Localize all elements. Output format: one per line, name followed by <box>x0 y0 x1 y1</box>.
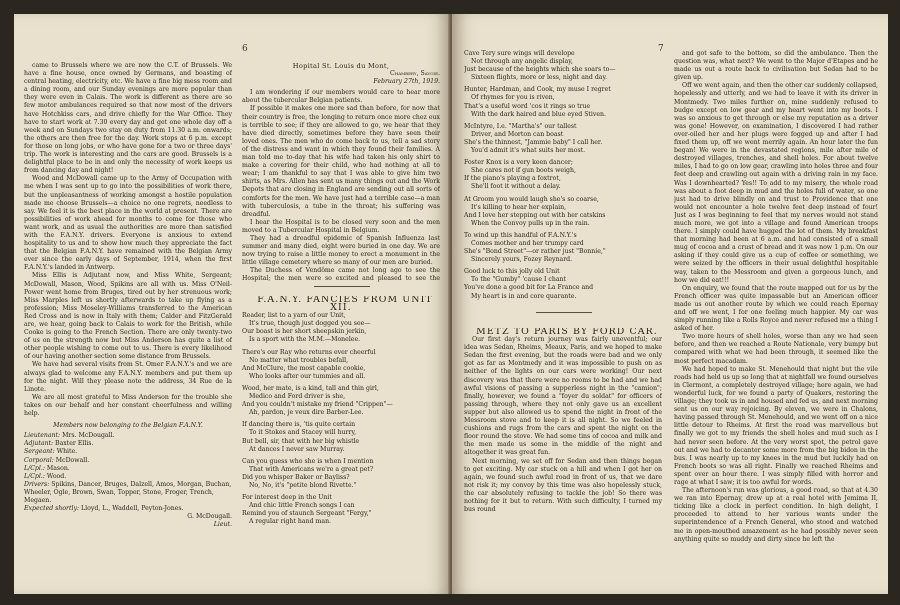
poem-line: No matter what troubles befall, <box>249 356 349 364</box>
left-column-2-letter <box>242 62 440 284</box>
poem-line: Reader, list to a yarn of our Unit, <box>242 312 346 320</box>
article-paragraphs <box>464 336 662 514</box>
roster-names: Baxter Ellis. <box>55 440 94 448</box>
paragraph: The Duchess of Vendôme came not long ago to see the Hospital; the men were so excited and pleased to see the <box>242 267 440 283</box>
section-divider <box>314 286 370 287</box>
poem-line: Can you guess who she is when I mention <box>242 457 374 465</box>
roster-row <box>24 465 232 473</box>
stanza <box>242 312 440 344</box>
roster-list <box>24 432 232 513</box>
paragraph: Next morning, we set off for Sedan and then things began to get exciting. My car stuck on a hill and when I got her on again, we found such awful road in front of us, that we dare not risk it; my convoy by this time was also hopelessly stuck, the car absolutely refusing to tackle the job! So there was nothing for it but to return. With such difficulty, I turned my bus round <box>464 457 662 514</box>
paragraph: Our first day's return journey was fairly uneventful; our idea was Sedan, Rheims, Meaux, Paris, and we hoped to make Sedan the first evening, but the roads were bad and we only got as far as Montmedy and it was impossible to push on as neither of the lights on our cars were working! Our next discovery was that there were no rooms to be had and we had awful visions of passing a supperless night in the "camion"; finally, however, we found a "foyer du soldat" for officers of passing through, where they not only gave us an excellent supper but also allowed us to spend the night in front of the Messroom stove and to keep it is all night. So we feeled in cushions and rugs from the cars and spent the night on the floor round the stove. We had some tins of cocoa and milk and the men made us some in the middle of the night and altogether it was great fun. <box>464 336 662 457</box>
right-column-1-poem <box>464 50 662 302</box>
paragraph: Miss Ellis is Adjutant now, and Miss White, Sergeant; McDowall, Mason, Wood, Spikins are all with us. Miss O'Neil-Power went home from Bruges, tired out by her strenuous work; Miss Marples left us shortly afterwards to take up flying as a profession; Miss Moseley-Williams transferred to the American Red Cross and is now in Italy with them; Calder and FitzGerald are, we hear, going back to Calais to work for the British, while Cooke is going to the French Section. There are only twenty-two of us on the strength now but Miss Anderson has quite a list of other people wishing to come out to us. There is every likelihood of our having another section some distance from Brussels. <box>24 272 232 361</box>
poem-line: Sincerely yours, Fozey Reynard. <box>471 256 573 264</box>
letter-header-title: Hopital St. Louis du Mont, <box>292 62 390 70</box>
poem-line: Did you whisper Baker or Bayliss? <box>242 473 350 481</box>
roster-title: Members now belonging to the Belgian F.A.N.Y. <box>53 422 203 430</box>
page-number-left: 6 <box>242 44 248 54</box>
poem-line: To wind up this handful of F.A.N.Y.'s <box>464 231 577 239</box>
stanza <box>242 458 440 490</box>
stanza <box>242 385 440 417</box>
letter-header-place: Chambery, Savoie. <box>389 70 440 78</box>
poem-line: Cave Tery sure wings will develope <box>464 50 575 57</box>
paragraph: We had hoped to make St. Menehould that night but the vile roads had held us up so long that at nightfall we found ourselves in Clermont, a completely destroyed village; here again, we had wonderful luck, for we found a party of Quakers, restoring the village; they took us in and housed and fed us, and next morning sent us on our way rejoicing. By eleven, we were in Chalons, having passed through St. Menehould, and we went off on a nice little detour to Rheims. At first the road was marvellous but finally we got to my friends the shell holes and mud such as I had never seen before. At the very worst spot, the petrol gave out and we had to decanter some more from the big bidon in the bus. I was nearly up to my knees in the mud but luckily had on French boots so was all right. Finally we reached Rheims and spent over an hour there. I was simply filled with horror and rage at what I saw; it is too awful for words. <box>674 365 878 486</box>
poem-line: To the "Gumby" 'cause I chant <box>471 276 567 284</box>
poem-line: If dancing there is, 'tis quite certain <box>242 421 356 429</box>
stanza <box>242 349 440 381</box>
roster-names: Lloyd, L., Waddell, Peyton-Jones. <box>81 505 184 513</box>
left-page <box>14 14 450 594</box>
poem-line: Ah, pardon, je veux dire Barber-Lee. <box>249 409 364 417</box>
poem-line: Sixteen flights, more or less, night and day. <box>471 74 608 82</box>
poem-line: Of rhymes for you is riven, <box>471 94 555 102</box>
poem-line: Driver, and Morton can boast <box>471 130 564 138</box>
poem-line: Our boast is her short sheepskin jerkin, <box>242 328 367 336</box>
poem-line: She cares not if gun boots weigh, <box>471 167 576 175</box>
roster-role: L/Cpl.: <box>24 464 47 472</box>
article-title: METZ TO PARIS BY FORD CAR. <box>476 328 658 337</box>
paragraph: came to Brussels where we are now the C.T. of Brussels. We have a fine house, once owned by Germans, and boasting of central heating, electricity, etc. We have a fine big mess room and a dining room, and our Sunday evenings are more popular than they were even in Calais. The work is different as there are so few motor ambulances required so that now most of the drivers have Hotchkiss cars, and drive chiefly for the War Office. They have to start work at 7.30 every day and get one whole day off a week and on Sundays two stay on duty from 11.30 a.m. onwards; the others are then free for the day. Work stops at 6 p.m. except for those on long jobs, or who have gone for a two or three days' trip. The work is interesting and the cars are good. Brussels is a delightful place to be in and only the necessity of work keeps us from dancing day and night! <box>24 62 232 175</box>
roster-names: White. <box>56 448 78 456</box>
poem-line: Remind you of staunch Sergeant "Fergy," <box>242 510 372 518</box>
right-page <box>452 14 888 594</box>
poem-line: There's our Ray who returns ever cheerful <box>242 348 376 356</box>
poem-stanzas <box>242 312 440 526</box>
poem-line: If the piano's playing a foxtrot, <box>464 175 561 183</box>
roster-role: Sergeant: <box>24 448 57 456</box>
roster-signature: G. McDougall. <box>187 513 232 521</box>
poem-line: It's true, though just dogged you see— <box>249 320 371 328</box>
paragraph: If possible it makes one more sad than before, for now that their country is free, the longing to return once more chez eux is terrible to see; if they are allowed to go, we hear that they have died directly, sometimes before they have seen their loved ones. The men who do come back to us, tell a sad story of the distress and want in which they found their families. A man told me to-day that his wife had taken his only shirt to make a covering for their child, who had nothing at all to wear; I am thankful to say that I was able to give him two shirts, as Mrs. Allen has sent us many things out and the Work Depots that are closing in England are sending out all sorts of comforts for the men. We have just had a terrible case—a man with tuberculosis, a tube in the throat; his suffering was dreadful. <box>242 105 440 218</box>
roster-row <box>24 481 232 505</box>
poem-line: She's "Bond Street"—or rather just "Bonnie," <box>464 248 606 256</box>
poem-line: And McClure, the most capable cookie, <box>242 364 366 372</box>
paragraph: I am wondering if our members would care to hear more about the tubercular Belgian patients. <box>242 89 440 105</box>
poem-line: And I love her stepping out with her catskins <box>464 211 606 219</box>
roster-names: Wood. <box>46 472 67 480</box>
stanza <box>464 50 662 82</box>
right-col2-paragraphs <box>674 50 878 544</box>
poem-line: At Groom you would laugh she's so coarse, <box>464 195 599 203</box>
poem-line: At dances I never saw Murray. <box>249 445 345 453</box>
poem-line: And chic little French songs I can <box>249 502 355 510</box>
roster-role: Expected shortly: <box>24 505 82 513</box>
paragraph: The afternoon's run was glorious, a good road, so that at 4.30 we ran into Epernay, drew up at a real hotel with Jemima II, ticking like a clock in perfect condition. In high delight, I proceeded to attend to her various wants under the superintendence of a French General, who stood and watched me in open-mouthed amazement as he had possibly never seen anything quite so muddy and dirty since he left the <box>674 487 878 543</box>
poem-line: And you couldn't mistake my friend "Crippen"— <box>242 401 393 409</box>
letter-paragraphs <box>242 89 440 284</box>
poem-title: F.A.N.Y. FANCIES FROM UNIT XII. <box>257 296 433 314</box>
roster-names: McDowall. <box>55 456 90 464</box>
poem-line: Good luck to this jolly old Unit <box>464 268 560 276</box>
poem-line: Comes mother and her trumpy card <box>471 239 584 247</box>
paragraph: We have had several visits from St. Omer F.A.N.Y.'s and we are always glad to welcome any F.A.N.Y. members and put them up for the night. Will they please note the address, 34 Rue de la Linote. <box>24 361 232 393</box>
left-col1-paragraphs <box>24 62 232 418</box>
poem-line: But bell, sir, that with her big whistle <box>242 437 360 445</box>
stanza <box>464 86 662 118</box>
roster-names: Spikins, Dancer, Bruges, Dalzell, Amos, Morgan, Buchan, Wheeler, Ogle, Brown, Swan, Topper, Stone, Froger, Trench, Megaen. <box>24 480 232 504</box>
stanza <box>242 494 440 526</box>
right-column-2 <box>674 50 878 586</box>
poem-line: That's a useful word 'cos it rings so true <box>464 102 591 110</box>
poem-line: She'll foot it without a delay. <box>471 183 561 191</box>
poem-line: Is a sport with the M.M.—Monelee. <box>249 336 361 344</box>
roster-row <box>24 457 232 465</box>
roster-names: Mason. <box>46 464 70 472</box>
poem-line: Medico and Ford driver is she, <box>249 393 346 401</box>
roster-row <box>24 505 232 513</box>
letter-header-date: February 27th, 1919. <box>373 78 440 86</box>
roster-role: Adjutant: <box>24 440 56 448</box>
paragraph: On enquiry, we found that the route mapped out for us by the French officer was quite impassable but an American officer made us out another route by which we could reach Epernay and off we went, I for one feeling much happier. My car was simply running like a Rolls Royce and never refused me a thing I asked of her. <box>674 284 878 333</box>
poem-continued-stanzas <box>464 50 662 301</box>
poem-line: She's the thinnest, "Jammie baby" I call her. <box>464 138 603 146</box>
poem-line: Just because of the heights which she soars to— <box>464 66 616 74</box>
paragraph: and got safe to the bottom, so did the ambulance. Then the question was, what next? We went to the Major d'Etapes and he made us out a route back to civilisation but Sedan had to be given up. <box>674 50 878 82</box>
roster-role: Lieutenant: <box>24 432 63 440</box>
poem-line: Who looks after our tummies and all. <box>249 372 366 380</box>
roster-names: Mrs. McDougall. <box>62 432 115 440</box>
stanza <box>464 159 662 191</box>
roster-role: Drivers: <box>24 480 52 488</box>
left-column-1 <box>24 62 232 584</box>
section-divider-right <box>536 312 592 313</box>
poem-line: Foster Knox is a very keen dancer; <box>464 159 573 167</box>
poem-line: No, No, it's "petite blond Rivette." <box>249 481 357 489</box>
paragraph: We are all most grateful to Miss Anderson for the trouble she takes on our behalf and her constant cheerfulness and willing help. <box>24 393 232 418</box>
roster-role: L/Cpl.: <box>24 472 47 480</box>
roster-row <box>24 440 232 448</box>
stanza <box>242 421 440 453</box>
stanza <box>464 268 662 300</box>
poem-line: With the dark haired and blue eyed Stiven. <box>471 110 607 118</box>
roster-role: Corporal: <box>24 456 56 464</box>
page-number-right: 7 <box>658 44 664 54</box>
paragraph: Wood and McDowall came up to the Army of Occupation with me when I was sent up to go into the possibilities of work there, but the unpleasantness of working amongst a hostile population made me choose Brussels—a choice no one regrets, needless to say. We feel it is the best place in the world at present. There are possibilities of work ahead for months to come for those who want work, and as usual the authorities are more than satisfied with the F.A.N.Y. drivers. Everyone is anxious to extend hospitality to us and to show how much they appreciate the fact that the Belgian F.A.N.Y. have remained with the Belgian Army ever since the early days of September, 1914, when the first F.A.N.Y.'s landed in Antwerp. <box>24 175 232 272</box>
poem-line: You'd admit it's what suits her most. <box>471 147 586 155</box>
poem-line: Hunter, Hardman, and Cook, my muse I regret <box>464 86 611 94</box>
poem-line: When the Convoy pulls up in the rain. <box>471 219 590 227</box>
stanza <box>464 232 662 264</box>
poem-line: My heart is in and core quarante. <box>471 292 577 300</box>
stanza <box>464 196 662 228</box>
poem-line: A regular right hand man. <box>249 518 332 526</box>
poem-line: Wood, her mate, is a kind, tall and thin girl, <box>242 384 379 392</box>
roster-row <box>24 432 232 440</box>
right-column-1-article <box>464 328 662 586</box>
roster-signature-title: Lieut. <box>213 521 232 529</box>
roster-row <box>24 473 232 481</box>
stanza <box>464 123 662 155</box>
paragraph: Off we went again, and then the other car suddenly collapsed, hopelessly and utterly, and we had to leave it with its driver in Montmedy. Two miles further on, mine suddenly refused to budge except on low gear and my heart went into my boots. I was so anxious to get through or else my reputation as a driver was gone! However, on examination, I discovered I had rather over-oiled her and her plugs were fogged up and after I had fixed them up, off we went merrily again. An hour later the fun began! We were in the devastated regions, mile after mile of destroyed villages, trenches, and shell holes. For about twelve miles, I had to go on low gear, crawling into holes three and four feet deep and crawling out again with a driving rain in my face. Was I downhearted? Yes!! To add to my misery, the whole road was about a foot deep in mud and the holes full of water, so one just had to drive blindly on and trust to Providence that one would not encounter a hole twelve feet deep instead of four! Just as I was beginning to feel that my nerves would not stand much more, we got into a village and found American troops there. I simply could have hugged the lot of them. My breakfast that morning had been at 6 a.m. and had consisted of a small mug of cocoa and a crust of bread and it was now 1 p.m. On our asking if they could give us a cup of coffee or something, we were seized by the officers in their usual delightful hospitable way, taken to the Messroom and given a gorgeous lunch, and how we did eat!!! <box>674 82 878 284</box>
poem-line: For interest deep in the Unit <box>242 494 332 502</box>
poem-line: It's killing to hear her explain, <box>471 203 567 211</box>
poem-line: McIntyre, I.e. "Martha's" our tallest <box>464 122 577 130</box>
roster-row <box>24 448 232 456</box>
paragraph: Two more hours of shell holes, worse than any we had seen before, and then we reached a Route Nationale, very bumpy but compared with what we had been through, it seemed like the most perfect macadam. <box>674 333 878 365</box>
poem-line: That with Americans we're a great pet? <box>249 465 374 473</box>
paragraph: They had a dreadful epidemic of Spanish Influenza last summer and many died, eight were buried in one day. We are now trying to raise a little money to erect a monument in the little village cemetery where so many of our men are buried. <box>242 234 440 267</box>
paragraph: I hear the Hospital is to be closed very soon and the men moved to a Tubercular Hospital in Belgium. <box>242 218 440 234</box>
roster <box>24 422 232 529</box>
poem-line: Not through any angelic display, <box>471 58 573 66</box>
poem-line: You've done a good bit for La France and <box>464 284 594 292</box>
poem-line: To it Stokes and Stacey will hurry, <box>249 429 357 437</box>
left-column-2-poem <box>242 296 440 588</box>
